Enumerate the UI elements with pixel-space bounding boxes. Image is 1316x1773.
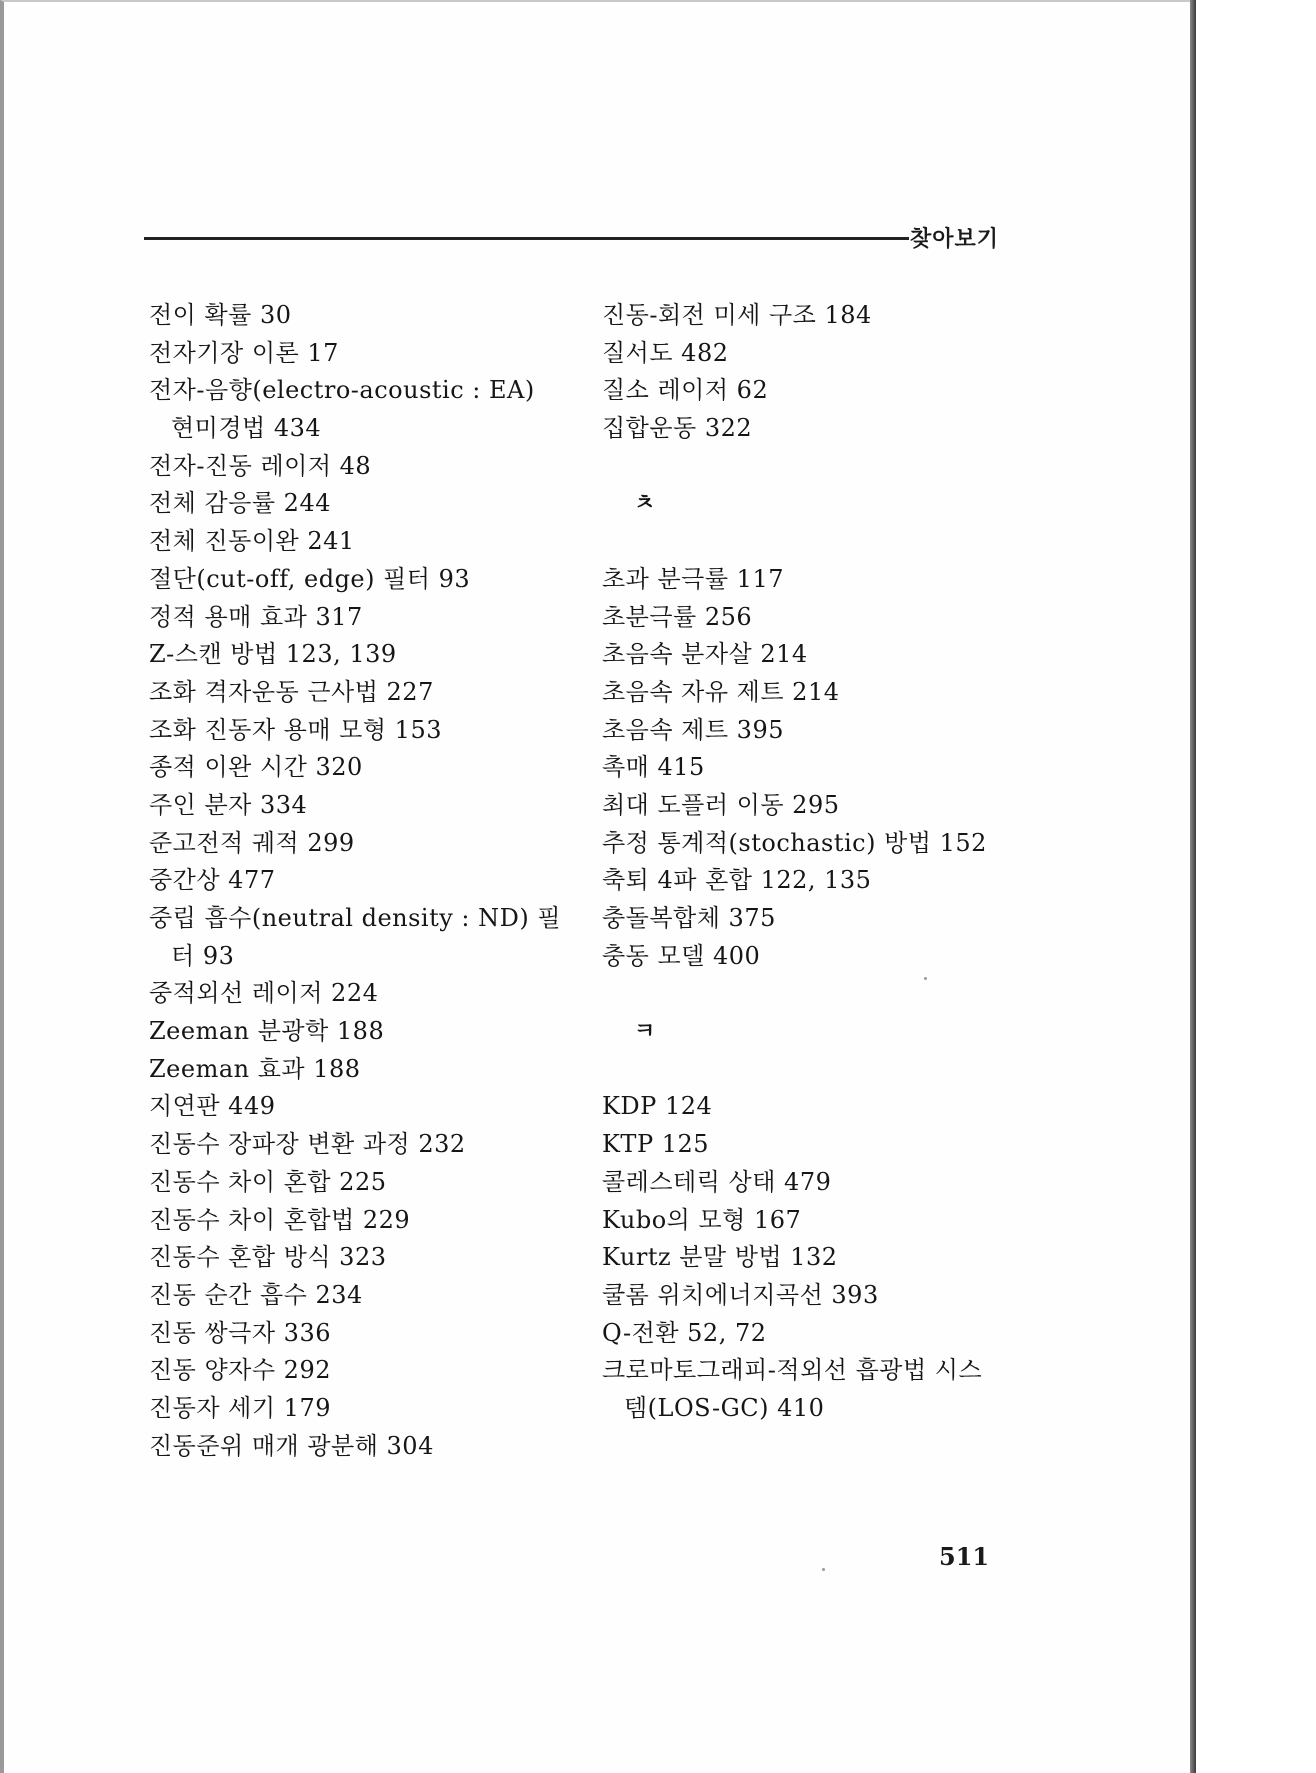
index-entry: 진동자 세기 179	[149, 1393, 331, 1422]
index-entry: Zeeman 분광학 188	[149, 1017, 385, 1046]
index-entry: 진동수 차이 혼합 225	[149, 1167, 387, 1196]
index-entry: KDP 124	[602, 1092, 713, 1121]
index-entry: 절단(cut-off, edge) 필터 93	[149, 564, 471, 593]
section-letter: ㅋ	[634, 1019, 656, 1045]
scan-speck	[822, 1568, 825, 1571]
index-column-left	[149, 297, 589, 1465]
index-entry: 조화 진동자 용매 모형 153	[149, 715, 442, 744]
section-spacer	[602, 1051, 1022, 1089]
index-entry: 정적 용매 효과 317	[149, 602, 363, 631]
index-entry: KTP 125	[602, 1130, 710, 1159]
index-entry-continuation: 현미경법 434	[171, 414, 322, 443]
index-entry: 충돌복합체 375	[602, 904, 776, 932]
index-entry: 전체 진동이완 241	[149, 527, 355, 556]
index-entry: 초분극률 256	[602, 602, 753, 631]
index-entry: 크로마토그래피-적외선 흡광법 시스	[602, 1356, 983, 1385]
index-entry: 초음속 자유 제트 214	[602, 677, 840, 706]
section-letter: ㅊ	[634, 491, 656, 517]
index-entry: 전자-음향(electro-acoustic : EA)	[149, 376, 535, 405]
scan-speck	[924, 977, 927, 980]
scan-margin	[1196, 0, 1316, 1773]
index-entry: 초과 분극률 117	[602, 564, 784, 593]
index-entry: Kubo의 모형 167	[602, 1205, 802, 1234]
index-column-right	[602, 297, 1022, 1428]
index-entry: 촉매 415	[602, 753, 705, 782]
index-entry: 질소 레이저 62	[602, 376, 769, 405]
index-entry: 초음속 분자살 214	[602, 640, 808, 669]
index-entry: 지연판 449	[149, 1092, 276, 1121]
index-entry: 조화 격자운동 근사법 227	[149, 677, 434, 706]
index-entry: 종적 이완 시간 320	[149, 753, 363, 782]
section-spacer	[602, 448, 1022, 486]
index-entry: Q-전환 52, 72	[602, 1318, 767, 1347]
index-entry: 중립 흡수(neutral density : ND) 필	[149, 904, 562, 932]
index-entry: 전이 확률 30	[149, 301, 292, 329]
index-entry: 전자기장 이론 17	[149, 338, 339, 367]
index-entry: 진동 쌍극자 336	[149, 1318, 331, 1347]
index-entry: Z-스캔 방법 123, 139	[149, 640, 397, 669]
index-entry: 진동수 혼합 방식 323	[149, 1243, 387, 1272]
index-entry: 중간상 477	[149, 866, 276, 895]
index-entry: Kurtz 분말 방법 132	[602, 1243, 838, 1272]
index-entry-continuation: 터 93	[171, 941, 235, 970]
index-entry: Zeeman 효과 188	[149, 1054, 361, 1083]
index-entry: 질서도 482	[602, 338, 729, 367]
section-spacer	[602, 975, 1022, 1013]
index-entry: 집합운동 322	[602, 414, 753, 443]
index-entry: 축퇴 4파 혼합 122, 135	[602, 866, 872, 895]
running-header: 찾아보기	[910, 227, 1000, 252]
index-entry: 주인 분자 334	[149, 790, 308, 819]
header-rule	[144, 237, 909, 240]
index-entry: 진동 양자수 292	[149, 1356, 331, 1385]
index-entry: 전자-진동 레이저 48	[149, 451, 372, 480]
index-entry: 충동 모델 400	[602, 941, 761, 970]
index-entry: 진동수 장파장 변환 과정 232	[149, 1130, 466, 1159]
index-entry: 준고전적 궤적 299	[149, 828, 355, 857]
index-entry: 전체 감응률 244	[149, 489, 331, 518]
index-entry: 초음속 제트 395	[602, 715, 784, 744]
index-entry: 진동 순간 흡수 234	[149, 1280, 363, 1309]
index-entry: 진동수 차이 혼합법 229	[149, 1205, 411, 1234]
index-entry: 진동-회전 미세 구조 184	[602, 301, 872, 329]
index-entry: 진동준위 매개 광분해 304	[149, 1431, 434, 1460]
section-spacer	[602, 523, 1022, 561]
index-entry: 최대 도플러 이동 295	[602, 790, 840, 819]
index-entry: 쿨롬 위치에너지곡선 393	[602, 1280, 879, 1309]
index-entry: 콜레스테릭 상태 479	[602, 1167, 832, 1196]
index-entry: 중적외선 레이저 224	[149, 979, 379, 1008]
index-entry: 추정 통계적(stochastic) 방법 152	[602, 828, 987, 857]
index-entry-continuation: 템(LOS-GC) 410	[624, 1393, 825, 1422]
page-number: 511	[939, 1542, 990, 1571]
